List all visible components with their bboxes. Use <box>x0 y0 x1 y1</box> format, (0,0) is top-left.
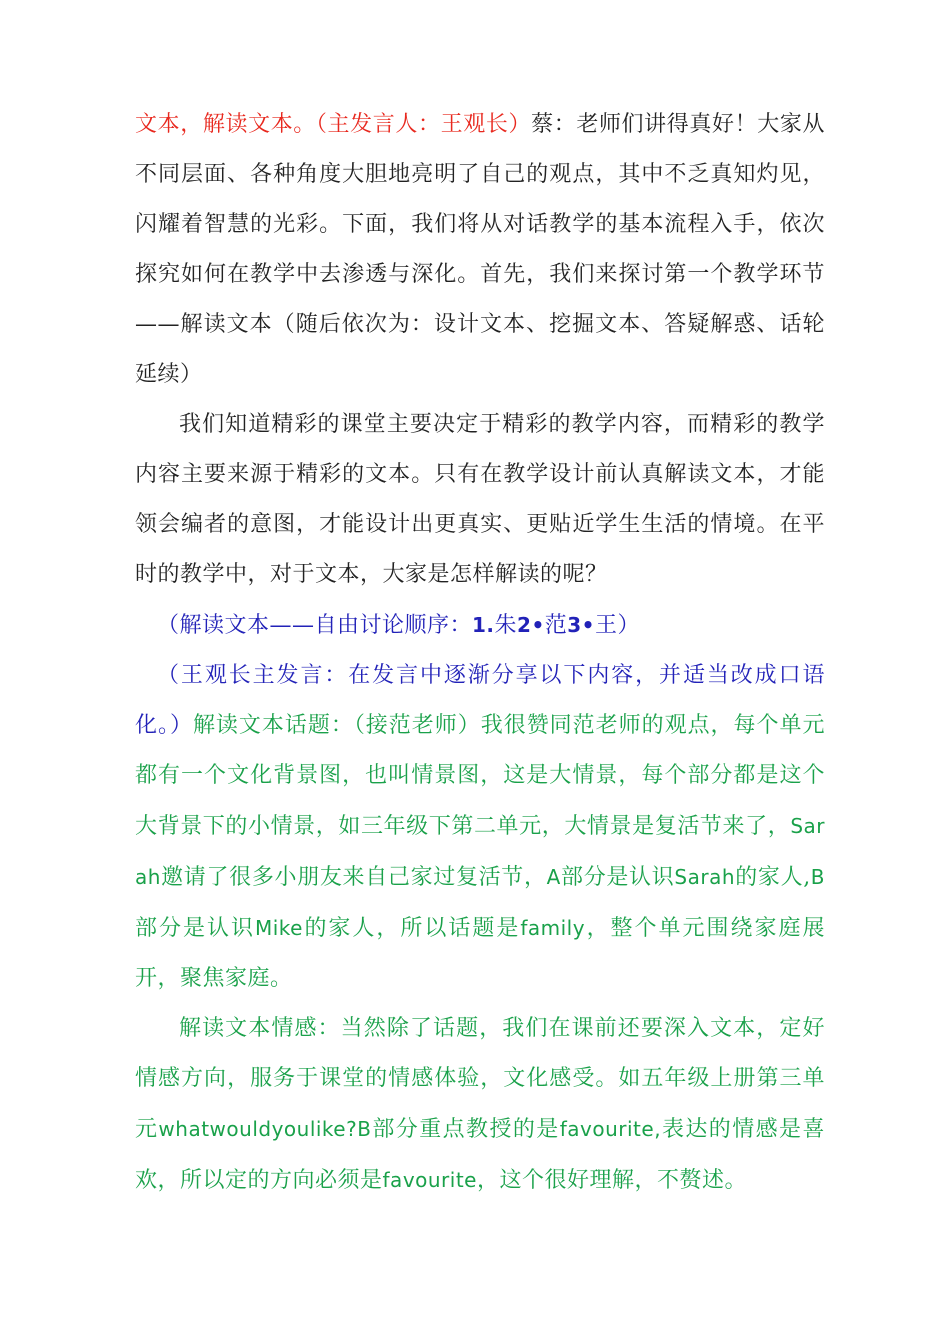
speaker-heading: 文本，解读文本。（主发言人：王观长） <box>135 112 532 137</box>
host-remarks: 蔡：老师们讲得真好！大家从不同层面、各种角度大胆地亮明了自己的观点，其中不乏真知灼见，闪耀着智慧的光彩。下面，我们将从对话教学的基本流程入手，依次探究如何在教学中去渗透与深化。首先，我们来探讨第一个教学环节——解读文本（随后依次为：设计文本、挖掘文本、答疑解惑、话轮延续） <box>135 112 825 387</box>
paragraph-teaching-content: 我们知道精彩的课堂主要决定于精彩的教学内容，而精彩的教学内容主要来源于精彩的文本。只有在教学设计前认真解读文本，才能领会编者的意图，才能设计出更真实、更贴近学生生活的情境。在平时的教学中，对于文本，大家是怎样解读的呢？ <box>135 412 825 587</box>
discussion-order: （解读文本——自由讨论顺序：1.朱2•范3•王） <box>157 613 640 638</box>
document-page <box>135 100 825 1206</box>
speaker-note: （王观长主发言：在发言中逐渐分享以下内容，并适当改成口语化。） <box>135 663 825 738</box>
paragraph-intro <box>135 100 825 400</box>
paragraph-topic-reading: （王观长主发言：在发言中逐渐分享以下内容，并适当改成口语化。）解读文本话题：（接范老师）我很赞同范老师的观点，每个单元都有一个文化背景图，也叫情景图，这是大情景，每个部分都是这个大背景下的小情景，如三年级下第二单元，大情景是复活节来了，Sarah邀请了很多小朋友来自己家过复活节，A部分是认识Sarah的家人,B部分是认识Mike的家人，所以话题是family，整个单元围绕家庭展开，聚焦家庭。 <box>135 663 825 991</box>
paragraph-emotion-reading: 解读文本情感：当然除了话题，我们在课前还要深入文本，定好情感方向，服务于课堂的情感体验，文化感受。如五年级上册第三单元whatwouldyoulike?B部分重点教授的是favourite,表达的情感是喜欢，所以定的方向必须是favourite，这个很好理解，不赘述。 <box>135 1016 825 1193</box>
